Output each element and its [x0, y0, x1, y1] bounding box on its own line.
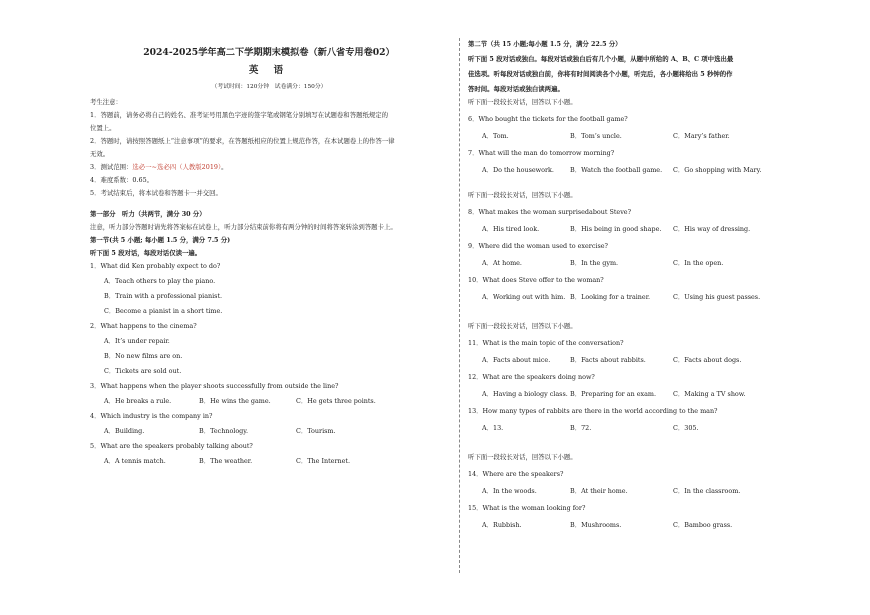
test-range: 选必一~选必四（人教版2019）	[132, 163, 222, 171]
question-14: 14．Where are the speakers?	[468, 470, 564, 478]
q5-option-c: C．The Internet.	[296, 457, 351, 465]
listen-prompt-1: 听下面一段较长对话，回答以下小题。	[468, 98, 577, 106]
question-2: 2．What happens to the cinema?	[90, 322, 197, 330]
exam-title: 2024-2025学年高二下学期期末模拟卷（新八省专用卷02）	[143, 47, 395, 58]
q12-options	[468, 390, 843, 399]
q4-option-c: C．Tourism.	[296, 427, 336, 435]
q5-options	[90, 457, 448, 466]
q7-option-c: C．Go shopping with Mary.	[673, 166, 762, 174]
q9-option-b: B．In the gym.	[570, 259, 619, 267]
q11-option-b: B．Facts about rabbits.	[570, 356, 646, 364]
q2-option-b: B．No new films are on.	[104, 352, 183, 360]
q9-options	[468, 259, 843, 268]
right-column	[468, 40, 843, 530]
q1-option-a: A．Teach others to play the piano.	[104, 277, 216, 285]
part1-heading: 第一部分 听力（共两节，满分 30 分）	[90, 210, 206, 218]
q7-option-a: A．Do the housework.	[482, 166, 554, 174]
q8-options	[468, 225, 843, 234]
q7-option-b: B．Watch the football game.	[570, 166, 663, 174]
note-4: 4．难度系数：0.65。	[90, 176, 154, 184]
note-2a: 2．答题时，请按照答题纸上“注意事项”的要求，在答题纸相应的位置上规范作答，在本试题卷上的作答一律	[90, 137, 395, 145]
q6-options	[468, 132, 843, 141]
note-3	[90, 163, 448, 172]
q13-options	[468, 424, 843, 433]
listen-prompt-4: 听下面一段较长对话，回答以下小题。	[468, 453, 577, 461]
q13-option-b: B．72.	[570, 424, 592, 432]
q3-option-a: A．He breaks a rule.	[104, 397, 172, 405]
q13-option-c: C．305.	[673, 424, 699, 432]
q15-option-c: C．Bamboo grass.	[673, 521, 733, 529]
listen-prompt-3: 听下面一段较长对话，回答以下小题。	[468, 322, 577, 330]
q4-option-b: B．Technology.	[199, 427, 249, 435]
column-divider	[459, 38, 460, 573]
question-10: 10．What does Steve offer to the woman?	[468, 276, 604, 284]
q9-option-c: C．In the open.	[673, 259, 724, 267]
q11-options	[468, 356, 843, 365]
q2-option-c: C．Tickets are sold out.	[104, 367, 182, 375]
q4-option-a: A．Building.	[104, 427, 145, 435]
q6-option-c: C．Mary’s father.	[673, 132, 730, 140]
q11-option-a: A．Facts about mice.	[482, 356, 551, 364]
question-6: 6．Who bought the tickets for the football game?	[468, 115, 628, 123]
q15-options	[468, 521, 843, 530]
section2-instructions-b: 佳选项。听每段对话或独白前，你将有时间阅读各个小题，听完后，各小题将给出 5 秒钟的作	[468, 70, 733, 78]
q9-option-a: A．At home.	[482, 259, 522, 267]
question-1: 1．What did Ken probably expect to do?	[90, 262, 221, 270]
q1-option-c: C．Become a pianist in a short time.	[104, 307, 223, 315]
question-3: 3．What happens when the player shoots successfully from outside the line?	[90, 382, 339, 390]
q8-option-b: B．His being in good shape.	[570, 225, 662, 233]
section2-instructions-c: 答时间。每段对话或独白读两遍。	[468, 85, 564, 93]
q11-option-c: C．Facts about dogs.	[673, 356, 742, 364]
q15-option-b: B．Mushrooms.	[570, 521, 622, 529]
note-3-prefix: 3．测试范围：	[90, 163, 133, 171]
listen-prompt-2: 听下面一段较长对话，回答以下小题。	[468, 191, 577, 199]
q14-option-a: A．In the woods.	[482, 487, 537, 495]
q12-option-a: A．Having a biology class.	[482, 390, 568, 398]
left-column	[90, 40, 448, 466]
q12-option-c: C．Making a TV show.	[673, 390, 746, 398]
q2-option-a: A．It’s under repair.	[104, 337, 170, 345]
q3-option-c: C．He gets three points.	[296, 397, 376, 405]
q10-option-c: C．Using his guest passes.	[673, 293, 761, 301]
question-7: 7．What will the man do tomorrow morning?	[468, 149, 615, 157]
question-8: 8．What makes the woman surprisedabout Steve?	[468, 208, 632, 216]
question-11: 11．What is the main topic of the conversation?	[468, 339, 624, 347]
q14-option-c: C．In the classroom.	[673, 487, 741, 495]
q5-option-b: B．The weather.	[199, 457, 253, 465]
section2-heading: 第二节（共 15 小题;每小题 1.5 分，满分 22.5 分）	[468, 40, 622, 48]
subject-title: 英 语	[248, 65, 290, 76]
q12-option-b: B．Preparing for an exam.	[570, 390, 657, 398]
q13-option-a: A．13.	[482, 424, 504, 432]
section1-heading: 第一节(共 5 小题; 每小题 1.5 分，满分 7.5 分)	[90, 236, 231, 244]
note-3-suffix: 。	[221, 163, 228, 171]
note-5: 5．考试结束后，将本试卷和答题卡一并交回。	[90, 189, 222, 197]
question-15: 15．What is the woman looking for?	[468, 504, 586, 512]
question-12: 12．What are the speakers doing now?	[468, 373, 595, 381]
q7-options	[468, 166, 843, 175]
question-5: 5．What are the speakers probably talking about?	[90, 442, 253, 450]
question-4: 4．Which industry is the company in?	[90, 412, 213, 420]
section1-instructions: 听下面 5 段对话，每段对话仅读一遍。	[90, 249, 202, 257]
section2-instructions-a: 听下面 5 段对话或独白。每段对话或独白后有几个小题，从题中所给的 A、B、C 项中选出最	[468, 55, 734, 63]
question-13: 13．How many types of rabbits are there in the world according to the man?	[468, 407, 718, 415]
q4-options	[90, 427, 448, 436]
q10-option-a: A．Working out with him.	[482, 293, 566, 301]
note-1b: 位置上。	[90, 124, 116, 132]
note-2b: 无效。	[90, 150, 110, 158]
q8-option-a: A．His tired look.	[482, 225, 540, 233]
exam-info: （考试时间：120分钟 试卷满分：150分）	[211, 84, 327, 90]
q8-option-c: C．His way of dressing.	[673, 225, 751, 233]
q10-options	[468, 293, 843, 302]
question-9: 9．Where did the woman used to exercise?	[468, 242, 608, 250]
note-1a: 1．答题前，请务必将自己的姓名、准考证号用黑色字迹的签字笔或钢笔分别填写在试题卷和答题纸规定的	[90, 111, 389, 119]
q6-option-a: A．Tom.	[482, 132, 509, 140]
q3-option-b: B．He wins the game.	[199, 397, 271, 405]
q10-option-b: B．Looking for a trainer.	[570, 293, 651, 301]
q14-options	[468, 487, 843, 496]
notes-heading: 考生注意：	[90, 98, 122, 106]
q6-option-b: B．Tom’s uncle.	[570, 132, 622, 140]
q3-options	[90, 397, 448, 406]
q5-option-a: A．A tennis match.	[104, 457, 166, 465]
part1-note: 注意，听力部分答题时请先将答案标在试卷上，听力部分结束前你将有两分钟的时间将答案转涂到答题卡上。	[90, 223, 397, 231]
q1-option-b: B．Train with a professional pianist.	[104, 292, 223, 300]
q15-option-a: A．Rubbish.	[482, 521, 522, 529]
q14-option-b: B．At their home.	[570, 487, 628, 495]
